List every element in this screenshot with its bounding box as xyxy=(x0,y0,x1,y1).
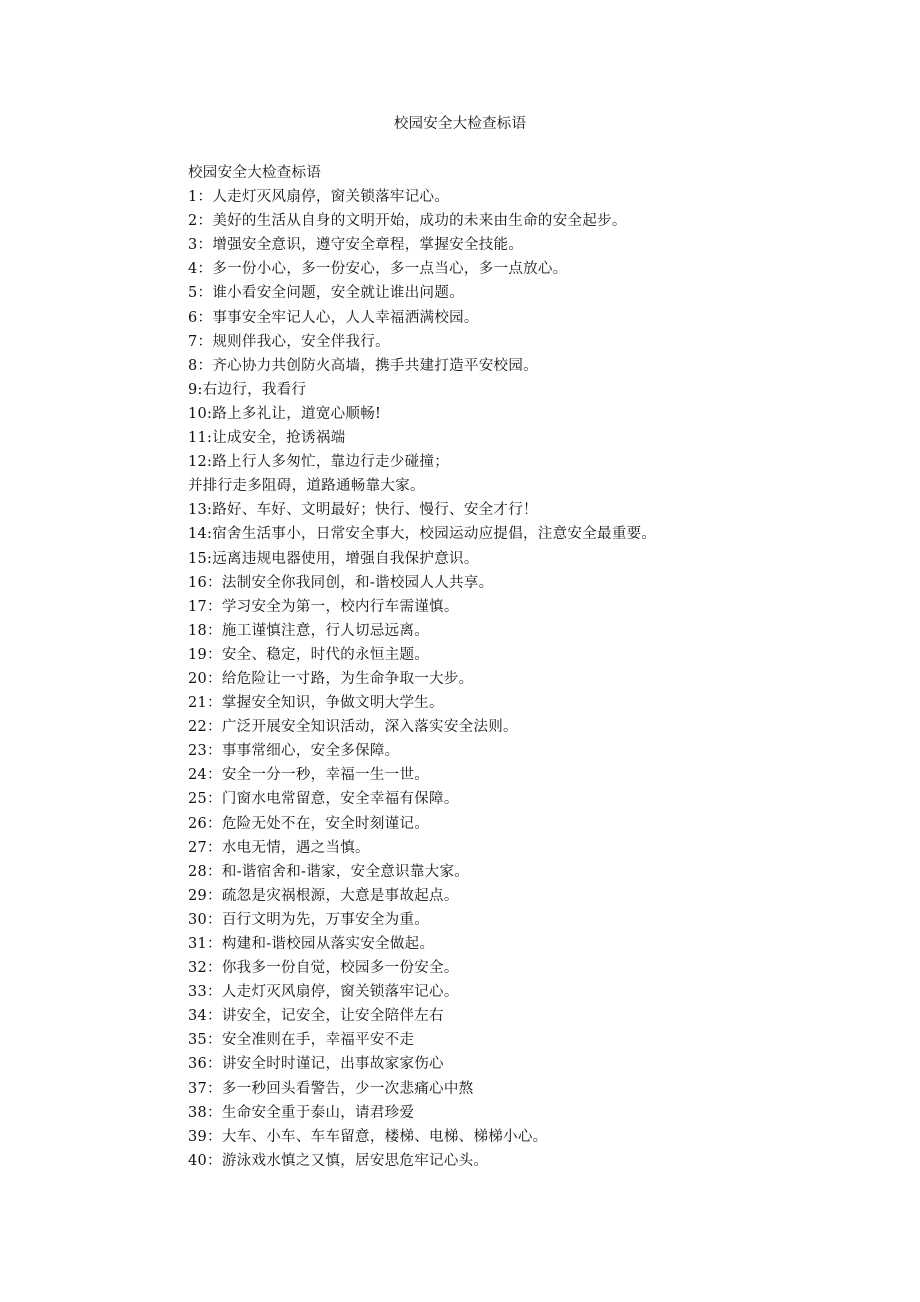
slogan-line: 37：多一秒回头看警告，少一次悲痛心中熬 xyxy=(188,1080,474,1097)
slogan-line: 38：生命安全重于泰山，请君珍爱 xyxy=(188,1104,415,1121)
slogan-line: 27：水电无情，遇之当慎。 xyxy=(188,839,370,856)
slogan-line: 13:路好、车好、文明最好；快行、慢行、安全才行！ xyxy=(188,502,538,519)
slogan-line: 40：游泳戏水慎之又慎，居安思危牢记心头。 xyxy=(188,1152,489,1169)
slogan-line: 34：讲安全，记安全，让安全陪伴左右 xyxy=(188,1008,444,1025)
slogan-line: 20：给危险让一寸路，为生命争取一大步。 xyxy=(188,670,474,687)
slogan-line: 32：你我多一份自觉，校园多一份安全。 xyxy=(188,960,459,977)
slogan-line: 8：齐心协力共创防火高墙，携手共建打造平安校园。 xyxy=(188,357,538,374)
slogan-line: 15:远离违规电器使用，增强自我保护意识。 xyxy=(188,550,479,567)
slogan-line: 11:让成安全，抢诱祸端 xyxy=(188,430,346,447)
slogan-line: 35：安全准则在手，幸福平安不走 xyxy=(188,1032,415,1049)
slogan-line: 19：安全、稳定，时代的永恒主题。 xyxy=(188,646,430,663)
slogan-line: 26：危险无处不在，安全时刻谨记。 xyxy=(188,815,430,832)
slogan-line: 36：讲安全时时谨记，出事故家家伤心 xyxy=(188,1056,444,1073)
slogan-line: 4：多一份小心，多一份安心，多一点当心，多一点放心。 xyxy=(188,261,568,278)
slogan-line: 24：安全一分一秒，幸福一生一世。 xyxy=(188,767,430,784)
slogan-line: 10:路上多礼让，道宽心顺畅! xyxy=(188,405,382,422)
slogan-line: 6：事事安全牢记人心，人人幸福洒满校园。 xyxy=(188,309,479,326)
slogan-line: 16：法制安全你我同创，和-谐校园人人共享。 xyxy=(188,574,494,591)
slogan-line: 30：百行文明为先，万事安全为重。 xyxy=(188,911,430,928)
slogan-line: 23：事事常细心，安全多保障。 xyxy=(188,743,400,760)
slogan-line: 22：广泛开展安全知识活动，深入落实安全法则。 xyxy=(188,719,518,736)
slogan-line: 9:右边行，我看行 xyxy=(188,381,307,398)
slogan-line: 25：门窗水电常留意，安全幸福有保障。 xyxy=(188,791,459,808)
slogan-line: 5：谁小看安全问题，安全就让谁出问题。 xyxy=(188,285,464,302)
slogan-line: 21：掌握安全知识，争做文明大学生。 xyxy=(188,695,444,712)
section-heading: 校园安全大检查标语 xyxy=(188,165,322,181)
slogan-line: 12:路上行人多匆忙，靠边行走少碰撞； xyxy=(188,454,450,471)
slogan-line: 31：构建和-谐校园从落实安全做起。 xyxy=(188,936,435,952)
slogan-line: 33：人走灯灭风扇停，窗关锁落牢记心。 xyxy=(188,984,459,1001)
slogan-line: 28：和-谐宿舍和-谐家，安全意识靠大家。 xyxy=(188,863,470,880)
slogan-line: 18：施工谨慎注意，行人切忌远离。 xyxy=(188,622,430,639)
slogan-line: 3：增强安全意识，遵守安全章程，掌握安全技能。 xyxy=(188,237,524,254)
slogan-line: 并排行走多阻碍，道路通畅靠大家。 xyxy=(188,478,425,495)
slogan-line: 39：大车、小车、车车留意，楼梯、电梯、梯梯小心。 xyxy=(188,1128,548,1145)
slogan-line: 29：疏忽是灾祸根源，大意是事故起点。 xyxy=(188,887,459,904)
slogan-line: 2：美好的生活从自身的文明开始，成功的未来由生命的安全起步。 xyxy=(188,213,627,230)
slogan-line: 17：学习安全为第一，校内行车需谨慎。 xyxy=(188,598,459,615)
slogan-line: 7：规则伴我心，安全伴我行。 xyxy=(188,333,390,350)
slogan-line: 1：人走灯灭风扇停，窗关锁落牢记心。 xyxy=(188,189,450,206)
slogan-list xyxy=(188,161,748,1173)
document-title: 校园安全大检查标语 xyxy=(393,116,527,132)
slogan-line: 14:宿舍生活事小，日常安全事大，校园运动应提倡，注意安全最重要。 xyxy=(188,526,657,543)
